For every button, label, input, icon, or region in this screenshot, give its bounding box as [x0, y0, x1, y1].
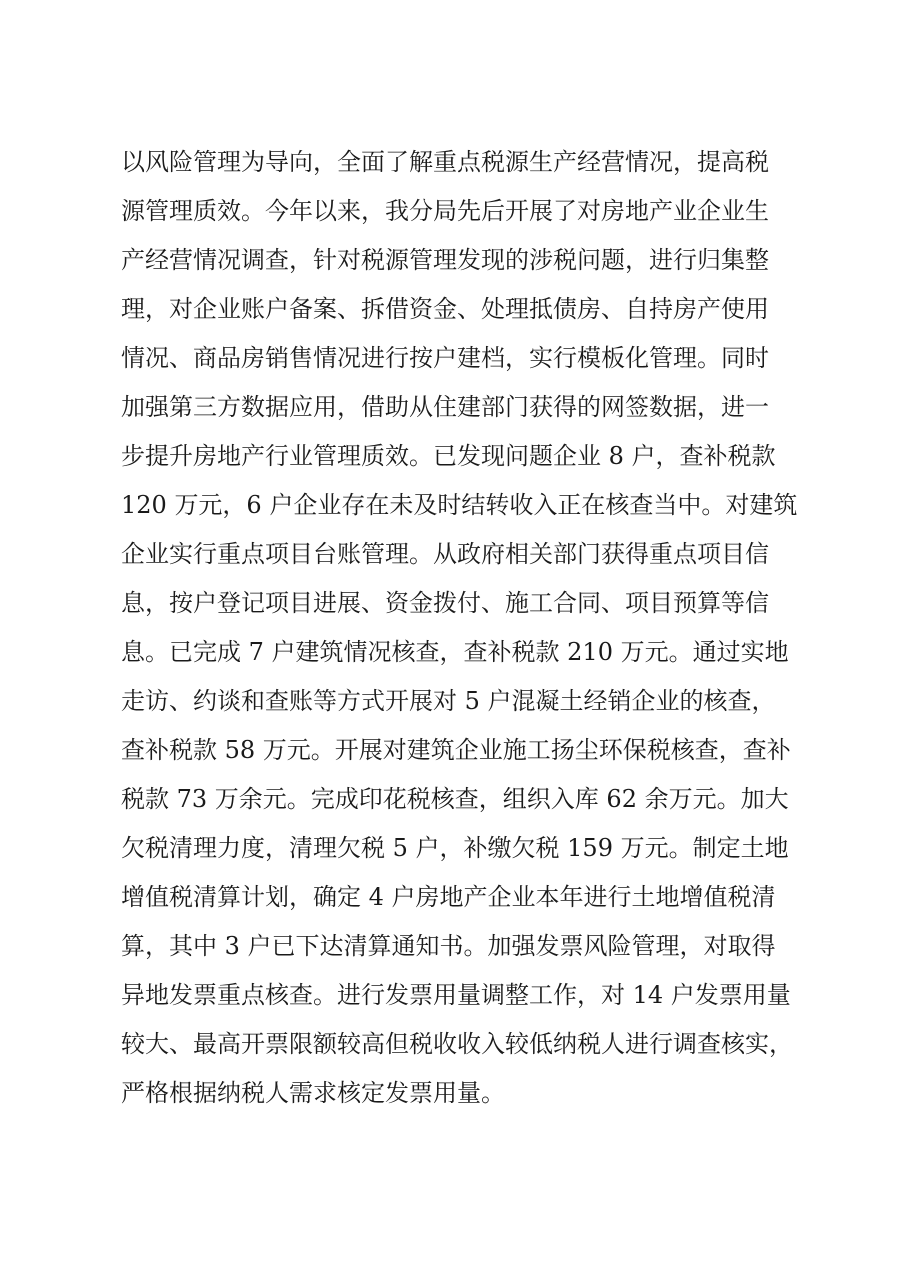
paragraph-line-19: 较大、最高开票限额较高但税收收入较低纳税人进行调查核实，	[121, 1030, 793, 1058]
paragraph-line-8: 120 万元，6 户企业存在未及时结转收入正在核查当中。对建筑	[121, 491, 798, 519]
paragraph-line-18: 异地发票重点核查。进行发票用量调整工作，对 14 户发票用量	[121, 981, 791, 1009]
paragraph-line-3: 产经营情况调查，针对税源管理发现的涉税问题，进行归集整	[121, 246, 769, 274]
paragraph-line-16: 增值税清算计划，确定 4 户房地产企业本年进行土地增值税清	[121, 883, 776, 911]
paragraph-line-12: 走访、约谈和查账等方式开展对 5 户混凝土经销企业的核查，	[121, 687, 776, 715]
paragraph-line-11: 息。已完成 7 户建筑情况核查，查补税款 210 万元。通过实地	[121, 638, 789, 666]
paragraph-line-5: 情况、商品房销售情况进行按户建档，实行模板化管理。同时	[121, 344, 769, 372]
paragraph-line-1: 以风险管理为导向，全面了解重点税源生产经营情况，提高税	[121, 148, 769, 176]
paragraph-line-10: 息，按户登记项目进展、资金拨付、施工合同、项目预算等信	[121, 589, 769, 617]
paragraph-line-2: 源管理质效。今年以来，我分局先后开展了对房地产业企业生	[121, 197, 769, 225]
paragraph-line-17: 算，其中 3 户已下达清算通知书。加强发票风险管理，对取得	[121, 932, 776, 960]
paragraph-line-15: 欠税清理力度，清理欠税 5 户，补缴欠税 159 万元。制定土地	[121, 834, 789, 862]
paragraph-line-7: 步提升房地产行业管理质效。已发现问题企业 8 户，查补税款	[121, 442, 776, 470]
paragraph-line-14: 税款 73 万余元。完成印花税核查，组织入库 62 余万元。加大	[121, 785, 789, 813]
paragraph-line-9: 企业实行重点项目台账管理。从政府相关部门获得重点项目信	[121, 540, 769, 568]
paragraph-line-13: 查补税款 58 万元。开展对建筑企业施工扬尘环保税核查，查补	[121, 736, 791, 764]
paragraph-line-6: 加强第三方数据应用，借助从住建部门获得的网签数据，进一	[121, 393, 769, 421]
paragraph-line-4: 理，对企业账户备案、拆借资金、处理抵债房、自持房产使用	[121, 295, 769, 323]
paragraph-line-20: 严格根据纳税人需求核定发票用量。	[121, 1079, 505, 1107]
body-paragraph	[121, 138, 801, 1118]
